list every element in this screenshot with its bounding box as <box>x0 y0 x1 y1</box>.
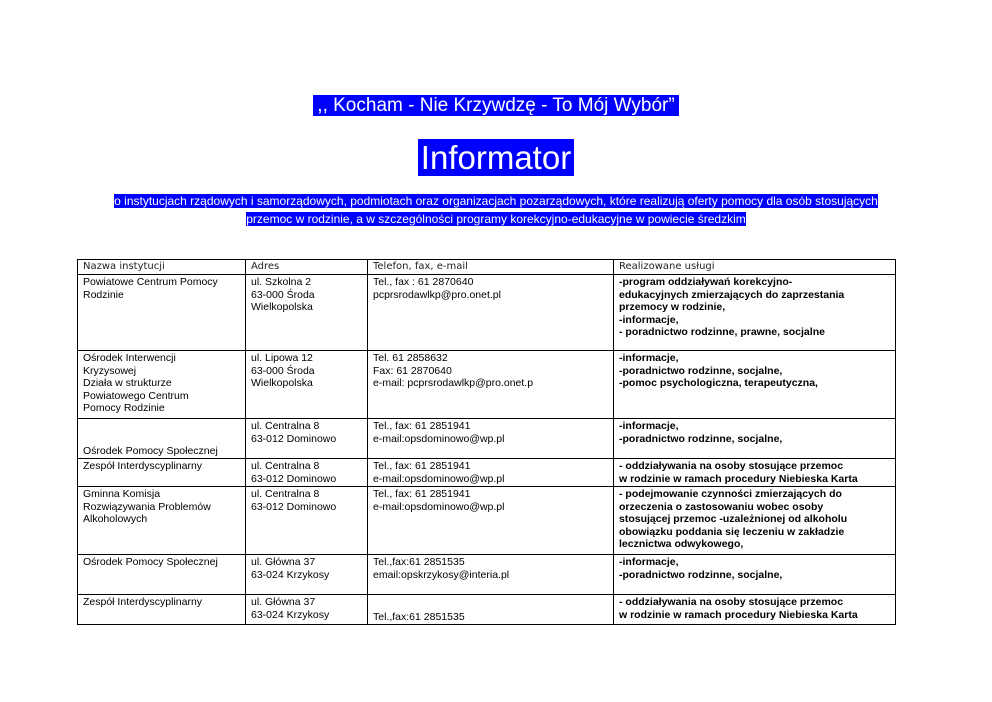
subtitle-line-2: przemoc w rodzinie, a w szczególności programy korekcyjno-edukacyjne w powiecie średzkim <box>246 212 746 226</box>
cell-services: - oddziaływania na osoby stosujące przemoc w rodzinie w ramach procedury Niebieska Karta <box>614 459 896 487</box>
cell-address: ul. Szkolna 2 63-000 Środa Wielkopolska <box>246 275 368 351</box>
cell-contact: Tel., fax : 61 2870640 pcprsrodawlkp@pro.onet.pl <box>368 275 614 351</box>
cell-contact: Tel.,fax:61 2851535 <box>368 595 614 625</box>
header-name: Nazwa instytucji <box>78 260 246 275</box>
cell-name: Powiatowe Centrum Pomocy Rodzinie <box>78 275 246 351</box>
header-services: Realizowane usługi <box>614 260 896 275</box>
institutions-table <box>77 259 896 625</box>
table-row <box>78 555 896 595</box>
header-address: Adres <box>246 260 368 275</box>
table-row <box>78 275 896 351</box>
cell-name: Gminna Komisja Rozwiązywania Problemów Alkoholowych <box>78 487 246 555</box>
cell-name: Ośrodek Pomocy Społecznej <box>78 419 246 459</box>
cell-services: - oddziaływania na osoby stosujące przemoc w rodzinie w ramach procedury Niebieska Karta <box>614 595 896 625</box>
cell-address: ul. Główna 37 63-024 Krzykosy <box>246 595 368 625</box>
cell-services: -informacje, -poradnictwo rodzinne, socjalne, -pomoc psychologiczna, terapeutyczna, <box>614 351 896 419</box>
cell-name: Zespół Interdyscyplinarny <box>78 459 246 487</box>
document-subtitle <box>0 192 992 228</box>
table-header-row <box>78 260 896 275</box>
table-row <box>78 419 896 459</box>
cell-name: Ośrodek Interwencji Kryzysowej Działa w strukturze Powiatowego Centrum Pomocy Rodzinie <box>78 351 246 419</box>
cell-address: ul. Główna 37 63-024 Krzykosy <box>246 555 368 595</box>
header-contact: Telefon, fax, e-mail <box>368 260 614 275</box>
subtitle-line-1: o instytucjach rządowych i samorządowych, podmiotach oraz organizacjach pozarządowych, które realizują oferty pomocy dla osób stosujących <box>114 194 878 208</box>
slogan-heading <box>0 93 992 119</box>
cell-address: ul. Centralna 8 63-012 Dominowo <box>246 487 368 555</box>
table-row <box>78 351 896 419</box>
cell-services: -informacje, -poradnictwo rodzinne, socjalne, <box>614 555 896 595</box>
slogan-text: ,, Kocham - Nie Krzywdzę - To Mój Wybór” <box>313 95 678 116</box>
cell-services: -informacje, -poradnictwo rodzinne, socjalne, <box>614 419 896 459</box>
cell-services: - podejmowanie czynności zmierzających do orzeczenia o zastosowaniu wobec osoby stosującej przemoc -uzależnionej od alkoholu obowiązku poddania się leczeniu w zakładzie lecznictwa odwykowego, <box>614 487 896 555</box>
cell-contact: Tel., fax: 61 2851941 e-mail:opsdominowo@wp.pl <box>368 487 614 555</box>
table-row <box>78 595 896 625</box>
cell-contact: Tel., fax: 61 2851941 e-mail:opsdominowo@wp.pl <box>368 459 614 487</box>
cell-address: ul. Lipowa 12 63-000 Środa Wielkopolska <box>246 351 368 419</box>
cell-address: ul. Centralna 8 63-012 Dominowo <box>246 459 368 487</box>
cell-name: Ośrodek Pomocy Społecznej <box>78 555 246 595</box>
cell-contact: Tel. 61 2858632 Fax: 61 2870640 e-mail: pcprsrodawlkp@pro.onet.p <box>368 351 614 419</box>
table-row <box>78 459 896 487</box>
table-row <box>78 487 896 555</box>
cell-contact: Tel.,fax:61 2851535 email:opskrzykosy@interia.pl <box>368 555 614 595</box>
cell-contact: Tel., fax: 61 2851941 e-mail:opsdominowo@wp.pl <box>368 419 614 459</box>
document-title-text: Informator <box>418 139 574 176</box>
cell-name: Zespół Interdyscyplinarny <box>78 595 246 625</box>
cell-services: -program oddziaływań korekcyjno- edukacyjnych zmierzających do zaprzestania przemocy w rodzinie, -informacje, - poradnictwo rodzinne, prawne, socjalne <box>614 275 896 351</box>
cell-address: ul. Centralna 8 63-012 Dominowo <box>246 419 368 459</box>
document-title <box>0 138 992 178</box>
